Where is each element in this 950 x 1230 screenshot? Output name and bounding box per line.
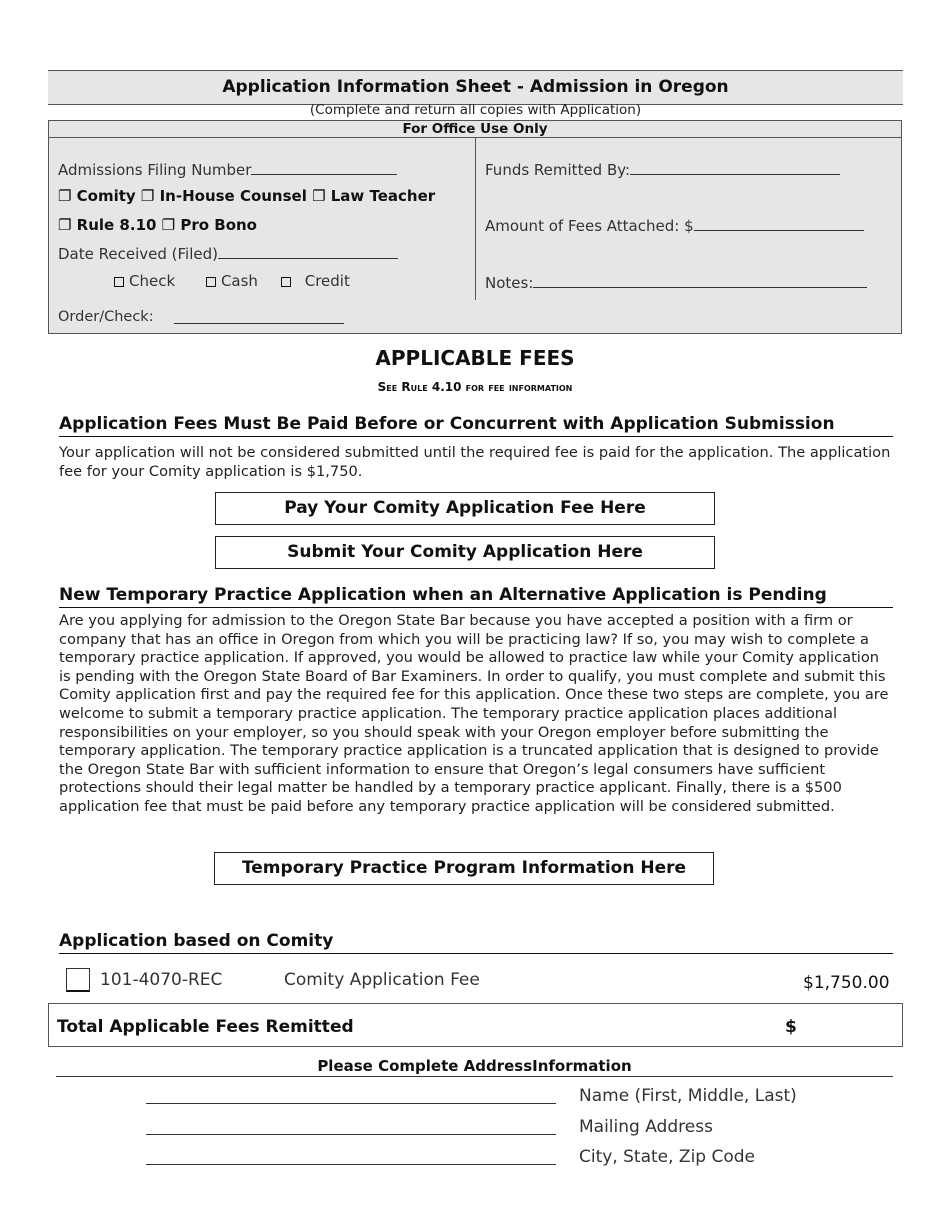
pay-credit-option[interactable] bbox=[281, 272, 350, 290]
city-state-zip-input-line[interactable] bbox=[146, 1164, 556, 1165]
name-label: Name (First, Middle, Last) bbox=[579, 1086, 797, 1106]
temporary-practice-info-button[interactable]: Temporary Practice Program Information Here bbox=[214, 852, 714, 885]
notes-label: Notes: bbox=[485, 274, 534, 292]
date-received-line[interactable] bbox=[218, 244, 398, 259]
funds-remitted-field[interactable] bbox=[485, 160, 840, 179]
date-received-label: Date Received (Filed) bbox=[58, 245, 218, 263]
filing-number-label: Admissions Filing Number bbox=[58, 161, 252, 179]
notes-line[interactable] bbox=[533, 273, 867, 288]
pay-check-label: Check bbox=[129, 272, 176, 290]
city-state-zip-label: City, State, Zip Code bbox=[579, 1147, 756, 1167]
filing-number-line[interactable] bbox=[251, 160, 397, 175]
total-fees-box bbox=[48, 1003, 903, 1047]
order-check-line[interactable]: ___ bbox=[174, 311, 344, 324]
credit-checkbox-icon[interactable] bbox=[281, 277, 291, 287]
filing-number-field[interactable] bbox=[58, 160, 397, 179]
total-fees-currency[interactable]: $ bbox=[785, 1017, 797, 1037]
cash-checkbox-icon[interactable] bbox=[206, 277, 216, 287]
funds-remitted-line[interactable] bbox=[630, 160, 840, 175]
amount-fees-field[interactable] bbox=[485, 216, 864, 235]
comity-fee-description: Comity Application Fee bbox=[284, 970, 480, 990]
comity-fee-code: 101-4070-REC bbox=[100, 970, 223, 990]
section-heading-comity: Application based on Comity bbox=[59, 931, 893, 954]
form-subtitle: (Complete and return all copies with Application) bbox=[309, 102, 642, 118]
comity-fee-checkbox[interactable] bbox=[66, 968, 90, 992]
pay-cash-option[interactable] bbox=[206, 272, 258, 290]
total-fees-label: Total Applicable Fees Remitted bbox=[57, 1017, 354, 1037]
applicable-fees-title: APPLICABLE FEES bbox=[375, 346, 575, 370]
name-input-line[interactable] bbox=[146, 1103, 556, 1104]
mailing-address-label: Mailing Address bbox=[579, 1117, 713, 1137]
section-heading-fees: Application Fees Must Be Paid Before or Concurrent with Application Submission bbox=[59, 414, 893, 437]
submit-application-button[interactable]: Submit Your Comity Application Here bbox=[215, 536, 715, 569]
pay-credit-label: Credit bbox=[304, 272, 350, 290]
admission-type-checkboxes-row1[interactable]: ❐ Comity ❐ In-House Counsel ❐ Law Teacher bbox=[58, 187, 436, 205]
address-heading: Please Complete AddressInformation bbox=[56, 1057, 893, 1077]
notes-field[interactable] bbox=[485, 273, 867, 292]
office-divider bbox=[475, 138, 476, 300]
funds-remitted-label: Funds Remitted By: bbox=[485, 161, 631, 179]
pay-fee-button[interactable]: Pay Your Comity Application Fee Here bbox=[215, 492, 715, 525]
amount-fees-label: Amount of Fees Attached: $ bbox=[485, 217, 694, 235]
fees-paragraph: Your application will not be considered submitted until the required fee is paid for the application. The application fee for your Comity application is $1,750. bbox=[59, 444, 891, 480]
temporary-practice-paragraph: Are you applying for admission to the Oregon State Bar because you have accepted a position with a firm or company that has an office in Oregon from which you will be practicing law? If so, you may wish to complete a temporary practice application. If approved, you would be allowed to practice law while your Comity application is pending with the Oregon State Board of Bar Examiners. In order to qualify, you must complete and submit this Comity application first and pay the required fee for this application. Once these two steps are complete, you are welcome to submit a temporary practice application. The temporary practice application places additional responsibilities on your employer, so you should speak with your Oregon employer before submitting the temporary application. The temporary practice application is a truncated application that is designed to provide the Oregon State Bar with sufficient information to ensure that Oregon’s legal consumers have sufficient protections should their legal matter be handled by a temporary practice applicant. Finally, there is a $500 application fee that must be paid before any temporary practice application will be considered submitted. bbox=[59, 612, 889, 815]
admission-type-checkboxes-row2[interactable]: ❐ Rule 8.10 ❐ Pro Bono bbox=[58, 216, 257, 234]
mailing-address-input-line[interactable] bbox=[146, 1134, 556, 1135]
payment-method-options bbox=[114, 272, 376, 290]
pay-cash-label: Cash bbox=[220, 272, 258, 290]
date-received-field[interactable] bbox=[58, 244, 398, 263]
order-check-label: Order/Check: bbox=[58, 309, 154, 325]
order-check-field[interactable] bbox=[58, 309, 344, 325]
pay-check-option[interactable] bbox=[114, 272, 175, 290]
check-checkbox-icon[interactable] bbox=[114, 277, 124, 287]
office-use-heading: For Office Use Only bbox=[48, 120, 902, 138]
see-rule-note: See Rule 4.10 for fee information bbox=[377, 380, 573, 394]
section-heading-temporary: New Temporary Practice Application when an Alternative Application is Pending bbox=[59, 585, 893, 608]
comity-fee-amount: $1,750.00 bbox=[803, 973, 890, 993]
amount-fees-line[interactable] bbox=[694, 216, 864, 231]
form-title: Application Information Sheet - Admission in Oregon bbox=[48, 70, 903, 105]
